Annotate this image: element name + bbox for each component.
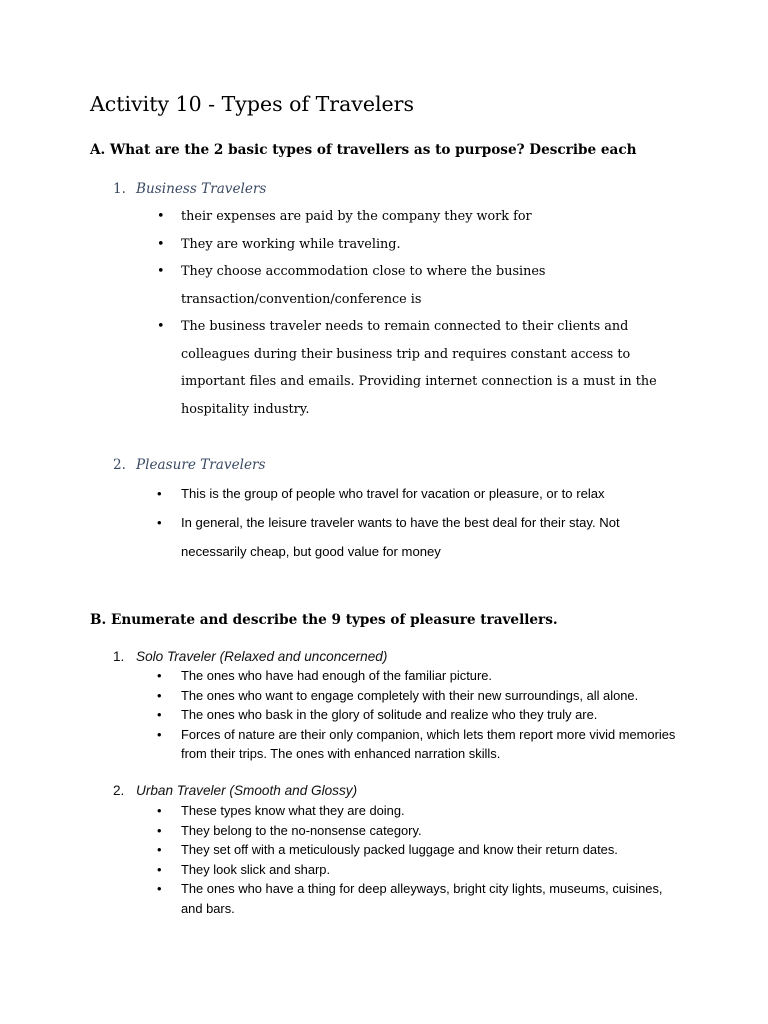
section-b-heading: B. Enumerate and describe the 9 types of pleasure travellers. — [90, 612, 558, 628]
list-item: • The ones who have had enough of the familiar picture. — [157, 666, 687, 686]
list-item: • They look slick and sharp. — [157, 860, 687, 880]
list-item: • They belong to the no-nonsense category. — [157, 821, 687, 841]
urban-traveler-heading — [113, 783, 357, 798]
business-travelers-bullets — [157, 203, 687, 423]
list-item: • The ones who have a thing for deep alleyways, bright city lights, museums, cuisines, and bars. — [157, 879, 687, 918]
list-item: • These types know what they are doing. — [157, 801, 687, 821]
section-a-heading: A. What are the 2 basic types of travellers as to purpose? Describe each — [90, 142, 637, 158]
pleasure-travelers-heading — [113, 457, 266, 473]
list-item: • They choose accommodation close to where the busines transaction/convention/conference is — [157, 258, 687, 313]
list-label: Urban Traveler (Smooth and Glossy) — [136, 783, 358, 798]
page-title: Activity 10 - Types of Travelers — [90, 92, 415, 116]
list-label: Business Travelers — [136, 181, 267, 197]
list-item: • The ones who bask in the glory of solitude and realize who they truly are. — [157, 705, 687, 725]
list-item: • their expenses are paid by the company they work for — [157, 203, 687, 231]
pleasure-travelers-bullets — [157, 479, 687, 566]
list-number: 1. — [113, 649, 125, 664]
list-item: • They set off with a meticulously packed luggage and know their return dates. — [157, 840, 687, 860]
list-item: • They are working while traveling. — [157, 231, 687, 259]
list-item: • In general, the leisure traveler wants to have the best deal for their stay. Not necessarily cheap, but good value for money — [157, 508, 687, 566]
list-number: 1. — [113, 181, 126, 197]
business-travelers-heading — [113, 181, 266, 197]
list-item: • The ones who want to engage completely with their new surroundings, all alone. — [157, 686, 687, 706]
list-item: • The business traveler needs to remain connected to their clients and colleagues during their business trip and requires constant access to important files and emails. Providing internet connection is a must in the hospitality industry. — [157, 313, 687, 423]
list-label: Pleasure Travelers — [136, 457, 266, 473]
list-item: • This is the group of people who travel for vacation or pleasure, or to relax — [157, 479, 687, 508]
list-number: 2. — [113, 783, 125, 798]
list-label: Solo Traveler (Relaxed and unconcerned) — [136, 649, 388, 664]
list-number: 2. — [113, 457, 126, 473]
list-item: • Forces of nature are their only companion, which lets them report more vivid memories from their trips. The ones with enhanced narration skills. — [157, 725, 687, 764]
solo-traveler-bullets — [157, 666, 687, 764]
solo-traveler-heading — [113, 649, 387, 664]
urban-traveler-bullets — [157, 801, 687, 918]
